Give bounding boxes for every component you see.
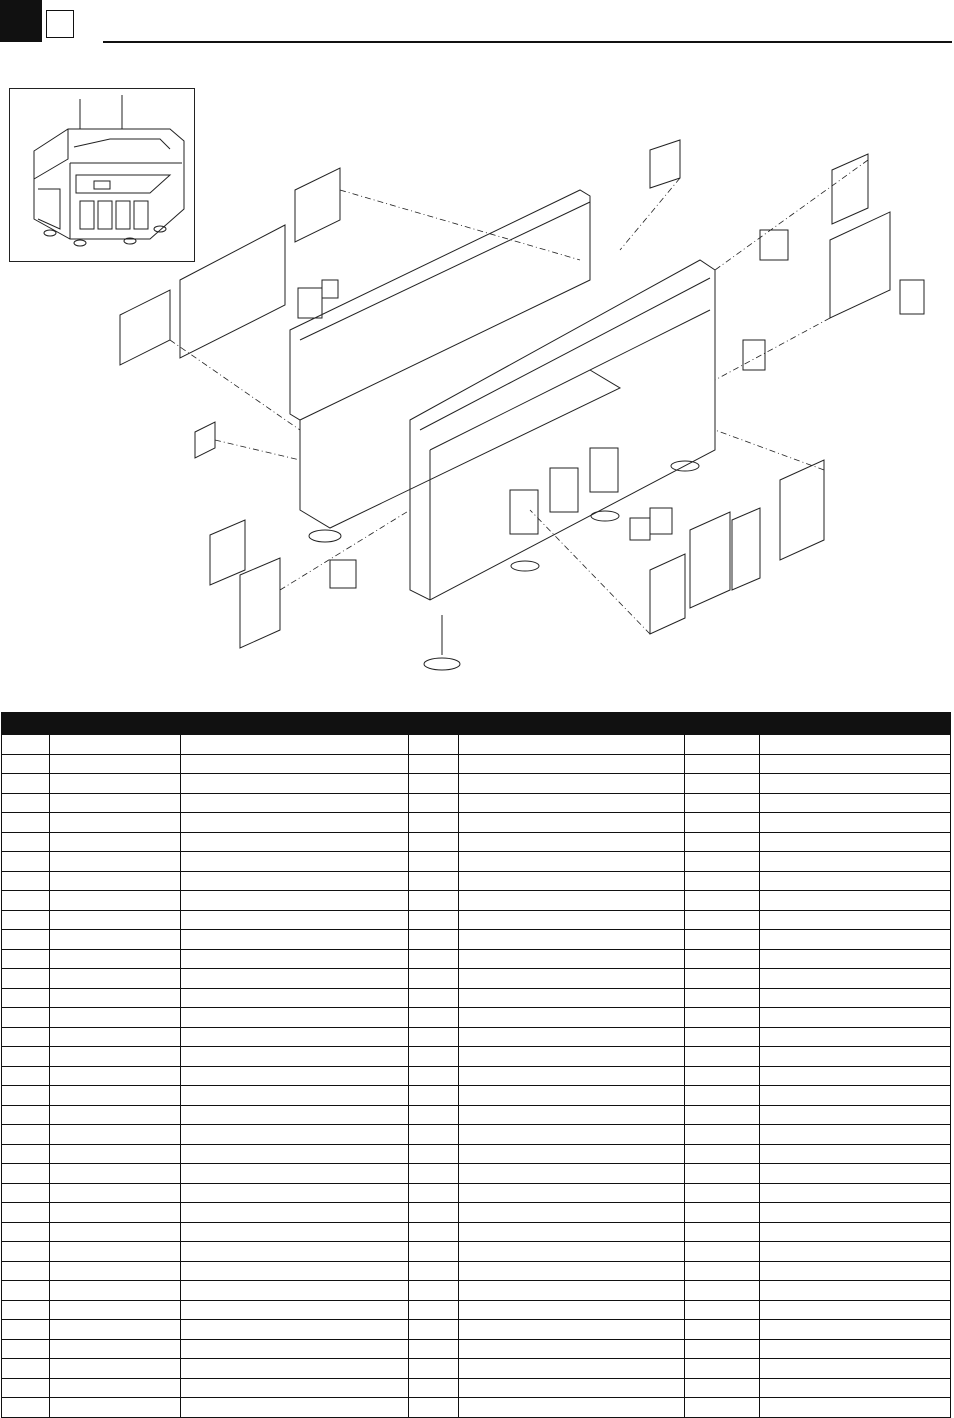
table-cell — [459, 1027, 685, 1047]
table-cell — [2, 1066, 50, 1086]
table-cell — [760, 891, 951, 911]
table-cell — [181, 774, 409, 794]
table-cell — [2, 1144, 50, 1164]
table-cell — [2, 793, 50, 813]
column-header — [459, 713, 685, 735]
table-cell — [2, 1398, 50, 1418]
table-cell — [760, 1339, 951, 1359]
table-cell — [685, 1281, 760, 1301]
table-cell — [685, 793, 760, 813]
table-cell — [685, 1242, 760, 1262]
table-cell — [459, 793, 685, 813]
table-row — [2, 813, 951, 833]
table-cell — [181, 754, 409, 774]
table-cell — [50, 1027, 181, 1047]
table-cell — [50, 852, 181, 872]
table-row — [2, 1339, 951, 1359]
table-cell — [181, 1359, 409, 1379]
table-cell — [409, 1320, 459, 1340]
table-cell — [459, 813, 685, 833]
table-cell — [50, 1300, 181, 1320]
table-cell — [409, 1183, 459, 1203]
table-cell — [409, 852, 459, 872]
table-cell — [760, 1222, 951, 1242]
table-cell — [50, 813, 181, 833]
table-cell — [181, 930, 409, 950]
table-cell — [2, 930, 50, 950]
table-cell — [181, 1105, 409, 1125]
table-cell — [181, 1008, 409, 1028]
table-row — [2, 1125, 951, 1145]
table-row — [2, 949, 951, 969]
table-cell — [181, 1164, 409, 1184]
table-cell — [50, 1086, 181, 1106]
table-cell — [459, 1378, 685, 1398]
table-cell — [181, 1144, 409, 1164]
table-cell — [2, 1164, 50, 1184]
table-cell — [409, 1125, 459, 1145]
table-row — [2, 832, 951, 852]
table-cell — [685, 1222, 760, 1242]
table-row — [2, 852, 951, 872]
table-row — [2, 871, 951, 891]
table-row — [2, 1300, 951, 1320]
table-cell — [685, 910, 760, 930]
table-cell — [760, 871, 951, 891]
table-cell — [685, 988, 760, 1008]
table-cell — [409, 1261, 459, 1281]
table-cell — [409, 1164, 459, 1184]
table-cell — [2, 735, 50, 755]
table-cell — [409, 891, 459, 911]
table-cell — [760, 949, 951, 969]
table-cell — [760, 793, 951, 813]
table-cell — [409, 1047, 459, 1067]
table-cell — [409, 1281, 459, 1301]
table-cell — [50, 1203, 181, 1223]
column-header — [685, 713, 760, 735]
table-cell — [181, 1320, 409, 1340]
table-cell — [409, 793, 459, 813]
table-cell — [50, 949, 181, 969]
table-cell — [50, 1105, 181, 1125]
table-cell — [459, 949, 685, 969]
table-cell — [50, 1359, 181, 1379]
table-row — [2, 910, 951, 930]
table-cell — [181, 735, 409, 755]
table-cell — [2, 1261, 50, 1281]
table-row — [2, 1105, 951, 1125]
table-row — [2, 988, 951, 1008]
table-cell — [2, 1183, 50, 1203]
table-cell — [50, 735, 181, 755]
table-cell — [685, 1203, 760, 1223]
table-cell — [2, 1125, 50, 1145]
table-cell — [459, 1183, 685, 1203]
table-cell — [409, 949, 459, 969]
table-cell — [760, 774, 951, 794]
table-cell — [760, 1105, 951, 1125]
table-cell — [50, 1222, 181, 1242]
table-cell — [685, 813, 760, 833]
table-row — [2, 1281, 951, 1301]
table-cell — [2, 813, 50, 833]
table-cell — [409, 1339, 459, 1359]
table-cell — [50, 871, 181, 891]
table-cell — [50, 1320, 181, 1340]
table-cell — [760, 1242, 951, 1262]
table-cell — [50, 930, 181, 950]
table-row — [2, 969, 951, 989]
table-cell — [2, 1378, 50, 1398]
table-cell — [2, 910, 50, 930]
table-cell — [459, 1300, 685, 1320]
column-header — [2, 713, 50, 735]
table-cell — [760, 1144, 951, 1164]
table-cell — [760, 1027, 951, 1047]
table-cell — [459, 891, 685, 911]
table-cell — [685, 871, 760, 891]
table-cell — [409, 1378, 459, 1398]
table-cell — [50, 754, 181, 774]
table-cell — [459, 1164, 685, 1184]
table-cell — [409, 1242, 459, 1262]
table-row — [2, 1144, 951, 1164]
table-cell — [459, 1242, 685, 1262]
table-cell — [685, 1047, 760, 1067]
table-cell — [685, 891, 760, 911]
table-cell — [2, 852, 50, 872]
table-cell — [50, 1066, 181, 1086]
table-cell — [760, 1086, 951, 1106]
exploded-assembly-icon — [60, 130, 940, 690]
table-cell — [760, 1398, 951, 1418]
table-cell — [760, 1047, 951, 1067]
table-cell — [459, 735, 685, 755]
table-row — [2, 930, 951, 950]
table-cell — [181, 832, 409, 852]
table-cell — [459, 1125, 685, 1145]
table-cell — [181, 910, 409, 930]
column-header — [409, 713, 459, 735]
table-cell — [50, 1378, 181, 1398]
table-cell — [2, 1222, 50, 1242]
table-cell — [409, 988, 459, 1008]
table-cell — [685, 1183, 760, 1203]
table-row — [2, 1047, 951, 1067]
table-cell — [2, 1047, 50, 1067]
table-cell — [685, 1339, 760, 1359]
table-row — [2, 1027, 951, 1047]
table-cell — [181, 1066, 409, 1086]
table-row — [2, 1359, 951, 1379]
table-cell — [2, 1203, 50, 1223]
table-cell — [181, 1242, 409, 1262]
table-cell — [685, 1086, 760, 1106]
table-cell — [50, 1398, 181, 1418]
table-cell — [409, 1203, 459, 1223]
table-cell — [760, 969, 951, 989]
table-cell — [409, 910, 459, 930]
table-cell — [459, 1144, 685, 1164]
column-header — [181, 713, 409, 735]
table-cell — [2, 1320, 50, 1340]
table-cell — [685, 1359, 760, 1379]
table-cell — [2, 1339, 50, 1359]
table-cell — [409, 871, 459, 891]
table-cell — [181, 1281, 409, 1301]
table-header-row — [2, 713, 951, 735]
table-cell — [50, 832, 181, 852]
table-cell — [181, 1125, 409, 1145]
table-cell — [685, 1027, 760, 1047]
table-cell — [459, 910, 685, 930]
table-cell — [459, 1105, 685, 1125]
table-row — [2, 1183, 951, 1203]
table-cell — [459, 1066, 685, 1086]
table-cell — [760, 1164, 951, 1184]
table-cell — [2, 1086, 50, 1106]
table-cell — [181, 871, 409, 891]
table-cell — [760, 1378, 951, 1398]
table-cell — [50, 774, 181, 794]
table-cell — [760, 1359, 951, 1379]
table-cell — [50, 1242, 181, 1262]
table-cell — [409, 832, 459, 852]
table-cell — [459, 774, 685, 794]
table-cell — [2, 1105, 50, 1125]
table-row — [2, 1086, 951, 1106]
table-cell — [409, 754, 459, 774]
table-cell — [2, 1359, 50, 1379]
table-cell — [181, 1378, 409, 1398]
table-cell — [181, 988, 409, 1008]
table-cell — [181, 1047, 409, 1067]
table-cell — [459, 1281, 685, 1301]
parts-list-table — [1, 712, 951, 1418]
table-cell — [685, 735, 760, 755]
header-rule — [103, 41, 952, 43]
table-cell — [409, 1144, 459, 1164]
table-cell — [409, 1359, 459, 1379]
table-cell — [760, 852, 951, 872]
table-cell — [50, 910, 181, 930]
table-cell — [760, 1183, 951, 1203]
table-cell — [459, 1261, 685, 1281]
table-cell — [760, 832, 951, 852]
table-row — [2, 754, 951, 774]
table-cell — [2, 891, 50, 911]
table-cell — [181, 852, 409, 872]
table-row — [2, 1008, 951, 1028]
table-cell — [760, 930, 951, 950]
table-cell — [2, 969, 50, 989]
table-cell — [685, 1125, 760, 1145]
table-cell — [760, 988, 951, 1008]
table-cell — [50, 1008, 181, 1028]
table-row — [2, 1320, 951, 1340]
table-cell — [760, 1261, 951, 1281]
table-cell — [685, 852, 760, 872]
table-cell — [50, 1047, 181, 1067]
table-cell — [760, 1203, 951, 1223]
table-cell — [685, 1164, 760, 1184]
column-header — [50, 713, 181, 735]
table-cell — [685, 774, 760, 794]
table-cell — [459, 1203, 685, 1223]
table-cell — [459, 1047, 685, 1067]
table-cell — [760, 754, 951, 774]
table-cell — [685, 1261, 760, 1281]
table-row — [2, 1222, 951, 1242]
table-cell — [181, 1398, 409, 1418]
table-cell — [181, 1203, 409, 1223]
table-cell — [409, 1008, 459, 1028]
table-row — [2, 1378, 951, 1398]
table-cell — [2, 1027, 50, 1047]
table-cell — [459, 754, 685, 774]
table-cell — [685, 1066, 760, 1086]
table-cell — [459, 832, 685, 852]
table-cell — [685, 832, 760, 852]
table-cell — [459, 1320, 685, 1340]
table-cell — [409, 774, 459, 794]
table-cell — [409, 1027, 459, 1047]
table-cell — [409, 1066, 459, 1086]
table-cell — [2, 1242, 50, 1262]
table-row — [2, 1398, 951, 1418]
table-cell — [181, 1222, 409, 1242]
table-cell — [459, 1359, 685, 1379]
table-cell — [760, 1320, 951, 1340]
table-cell — [409, 735, 459, 755]
table-cell — [50, 1183, 181, 1203]
table-cell — [459, 871, 685, 891]
table-cell — [2, 988, 50, 1008]
table-cell — [459, 1222, 685, 1242]
table-cell — [50, 1339, 181, 1359]
section-tab — [0, 0, 42, 42]
table-cell — [181, 1027, 409, 1047]
table-cell — [2, 774, 50, 794]
table-cell — [760, 1300, 951, 1320]
table-cell — [409, 969, 459, 989]
table-cell — [50, 1281, 181, 1301]
table-cell — [459, 1008, 685, 1028]
table-cell — [2, 1008, 50, 1028]
table-cell — [50, 793, 181, 813]
table-cell — [181, 813, 409, 833]
table-cell — [409, 813, 459, 833]
table-cell — [181, 793, 409, 813]
table-cell — [409, 1086, 459, 1106]
table-cell — [760, 1125, 951, 1145]
table-cell — [181, 949, 409, 969]
table-cell — [459, 969, 685, 989]
table-cell — [685, 754, 760, 774]
table-row — [2, 1203, 951, 1223]
table-cell — [181, 1261, 409, 1281]
table-cell — [2, 754, 50, 774]
table-cell — [685, 1105, 760, 1125]
table-cell — [760, 1281, 951, 1301]
table-cell — [181, 1183, 409, 1203]
table-cell — [2, 1300, 50, 1320]
table-row — [2, 1242, 951, 1262]
table-cell — [685, 1320, 760, 1340]
table-cell — [409, 1300, 459, 1320]
table-cell — [459, 852, 685, 872]
table-row — [2, 1066, 951, 1086]
table-cell — [760, 813, 951, 833]
table-row — [2, 774, 951, 794]
table-row — [2, 1261, 951, 1281]
table-cell — [685, 1398, 760, 1418]
table-cell — [50, 988, 181, 1008]
table-cell — [2, 832, 50, 852]
table-cell — [50, 1125, 181, 1145]
table-cell — [760, 735, 951, 755]
table-cell — [685, 1008, 760, 1028]
table-cell — [760, 910, 951, 930]
table-cell — [50, 1144, 181, 1164]
table-cell — [459, 988, 685, 1008]
table-cell — [459, 1398, 685, 1418]
table-row — [2, 793, 951, 813]
table-row — [2, 735, 951, 755]
table-cell — [181, 1300, 409, 1320]
table-cell — [459, 1339, 685, 1359]
table-cell — [50, 969, 181, 989]
table-cell — [181, 1086, 409, 1106]
table-cell — [685, 930, 760, 950]
table-cell — [50, 1261, 181, 1281]
table-cell — [685, 1300, 760, 1320]
table-cell — [2, 949, 50, 969]
table-cell — [409, 1398, 459, 1418]
table-cell — [459, 930, 685, 950]
table-cell — [181, 891, 409, 911]
page-number-box — [46, 10, 74, 38]
table-row — [2, 1164, 951, 1184]
table-cell — [685, 1378, 760, 1398]
table-cell — [181, 969, 409, 989]
table-cell — [685, 1144, 760, 1164]
table-cell — [409, 1105, 459, 1125]
table-cell — [2, 871, 50, 891]
table-cell — [760, 1008, 951, 1028]
table-cell — [685, 969, 760, 989]
table-cell — [2, 1281, 50, 1301]
table-cell — [181, 1339, 409, 1359]
table-cell — [760, 1066, 951, 1086]
table-row — [2, 891, 951, 911]
table-cell — [459, 1086, 685, 1106]
column-header — [760, 713, 951, 735]
table-cell — [685, 949, 760, 969]
table-cell — [409, 930, 459, 950]
table-cell — [50, 891, 181, 911]
table-cell — [50, 1164, 181, 1184]
table-cell — [409, 1222, 459, 1242]
